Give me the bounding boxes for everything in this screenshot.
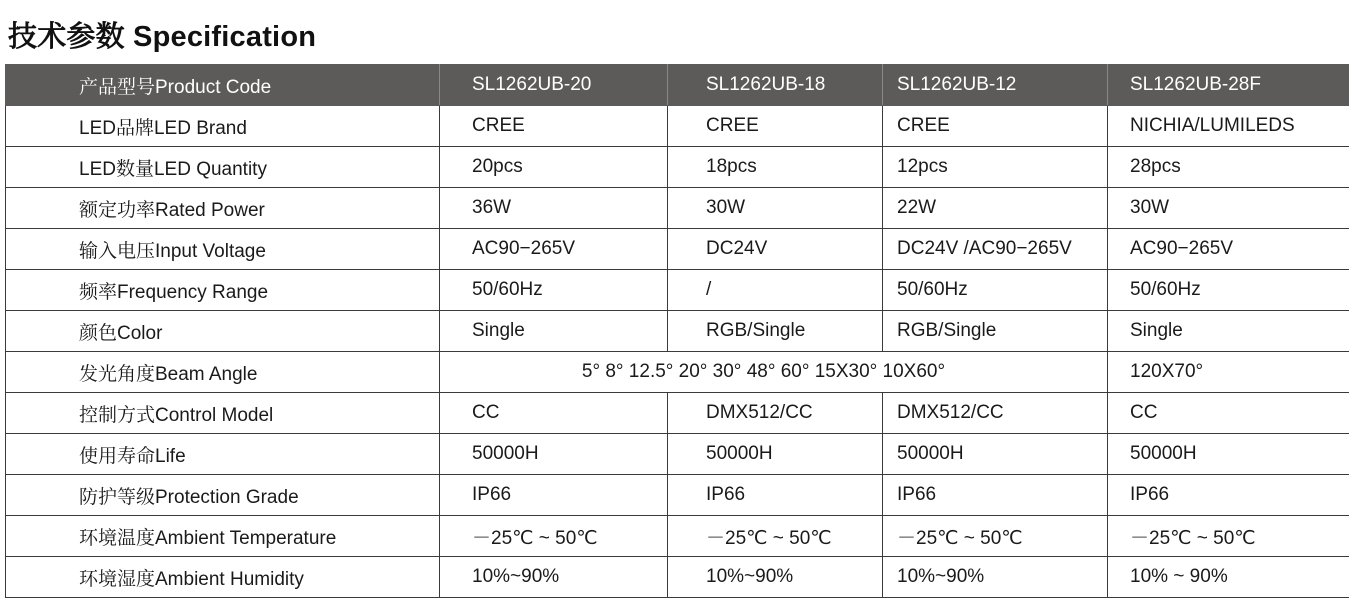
product-code-label: 产品型号Product Code xyxy=(6,65,440,106)
row-label: 颜色Color xyxy=(6,311,440,352)
table-cell: CC xyxy=(440,393,668,434)
model-header: SL1262UB-28F xyxy=(1108,65,1349,106)
page-title: 技术参数 Specification xyxy=(8,21,317,53)
table-cell: Single xyxy=(1108,311,1349,352)
row-label: 输入电压Input Voltage xyxy=(6,229,440,270)
table-cell: CREE xyxy=(883,106,1108,147)
table-cell: 50/60Hz xyxy=(883,270,1108,311)
table-row-input-voltage xyxy=(6,229,1349,270)
table-cell: 12pcs xyxy=(883,147,1108,188)
table-cell: 22W xyxy=(883,188,1108,229)
table-row-ambient-temperature xyxy=(6,516,1349,557)
table-cell: NICHIA/LUMILEDS xyxy=(1108,106,1349,147)
table-cell: DMX512/CC xyxy=(883,393,1108,434)
table-cell: 28pcs xyxy=(1108,147,1349,188)
model-header: SL1262UB-18 xyxy=(668,65,883,106)
table-cell: －25℃ ~ 50℃ xyxy=(668,516,883,557)
table-cell: 50000H xyxy=(440,434,668,475)
row-label: 防护等级Protection Grade xyxy=(6,475,440,516)
table-cell: CC xyxy=(1108,393,1349,434)
table-cell: AC90−265V xyxy=(1108,229,1349,270)
table-cell: 10%~90% xyxy=(668,557,883,598)
row-label: 环境湿度Ambient Humidity xyxy=(6,557,440,598)
table-cell: / xyxy=(668,270,883,311)
table-cell: CREE xyxy=(440,106,668,147)
table-cell: IP66 xyxy=(440,475,668,516)
table-cell: RGB/Single xyxy=(883,311,1108,352)
table-cell: DMX512/CC xyxy=(668,393,883,434)
table-row-led-quantity xyxy=(6,147,1349,188)
table-cell: CREE xyxy=(668,106,883,147)
table-cell: RGB/Single xyxy=(668,311,883,352)
table-cell: －25℃ ~ 50℃ xyxy=(883,516,1108,557)
row-label: 控制方式Control Model xyxy=(6,393,440,434)
table-row-rated-power xyxy=(6,188,1349,229)
row-label: LED品牌LED Brand xyxy=(6,106,440,147)
row-label: 使用寿命Life xyxy=(6,434,440,475)
table-cell: Single xyxy=(440,311,668,352)
row-label: 环境温度Ambient Temperature xyxy=(6,516,440,557)
table-header-row xyxy=(6,65,1349,106)
table-cell: DC24V /AC90−265V xyxy=(883,229,1108,270)
model-header: SL1262UB-12 xyxy=(883,65,1108,106)
table-cell: 50000H xyxy=(1108,434,1349,475)
table-cell: AC90−265V xyxy=(440,229,668,270)
table-row-frequency-range xyxy=(6,270,1349,311)
table-cell: IP66 xyxy=(1108,475,1349,516)
table-cell: IP66 xyxy=(883,475,1108,516)
table-cell: 10%~90% xyxy=(440,557,668,598)
table-cell: 120X70° xyxy=(1108,352,1349,393)
table-row-color xyxy=(6,311,1349,352)
table-cell: 30W xyxy=(668,188,883,229)
table-cell: 18pcs xyxy=(668,147,883,188)
table-row-led-brand xyxy=(6,106,1349,147)
table-cell: 10%~90% xyxy=(883,557,1108,598)
table-cell-merged: 5° 8° 12.5° 20° 30° 48° 60° 15X30° 10X60° xyxy=(440,352,1108,393)
table-cell: 20pcs xyxy=(440,147,668,188)
table-cell: 36W xyxy=(440,188,668,229)
table-row-ambient-humidity xyxy=(6,557,1349,598)
table-cell: －25℃ ~ 50℃ xyxy=(440,516,668,557)
table-cell: 50/60Hz xyxy=(1108,270,1349,311)
table-cell: IP66 xyxy=(668,475,883,516)
table-row-control-model xyxy=(6,393,1349,434)
row-label: 频率Frequency Range xyxy=(6,270,440,311)
row-label: 额定功率Rated Power xyxy=(6,188,440,229)
table-row-protection-grade xyxy=(6,475,1349,516)
table-row-life xyxy=(6,434,1349,475)
row-label: LED数量LED Quantity xyxy=(6,147,440,188)
table-cell: 50000H xyxy=(883,434,1108,475)
table-cell: －25℃ ~ 50℃ xyxy=(1108,516,1349,557)
table-row-beam-angle xyxy=(6,352,1349,393)
table-cell: 50000H xyxy=(668,434,883,475)
table-cell: DC24V xyxy=(668,229,883,270)
row-label: 发光角度Beam Angle xyxy=(6,352,440,393)
model-header: SL1262UB-20 xyxy=(440,65,668,106)
specification-table xyxy=(5,64,1349,598)
table-cell: 30W xyxy=(1108,188,1349,229)
table-cell: 50/60Hz xyxy=(440,270,668,311)
table-cell: 10% ~ 90% xyxy=(1108,557,1349,598)
